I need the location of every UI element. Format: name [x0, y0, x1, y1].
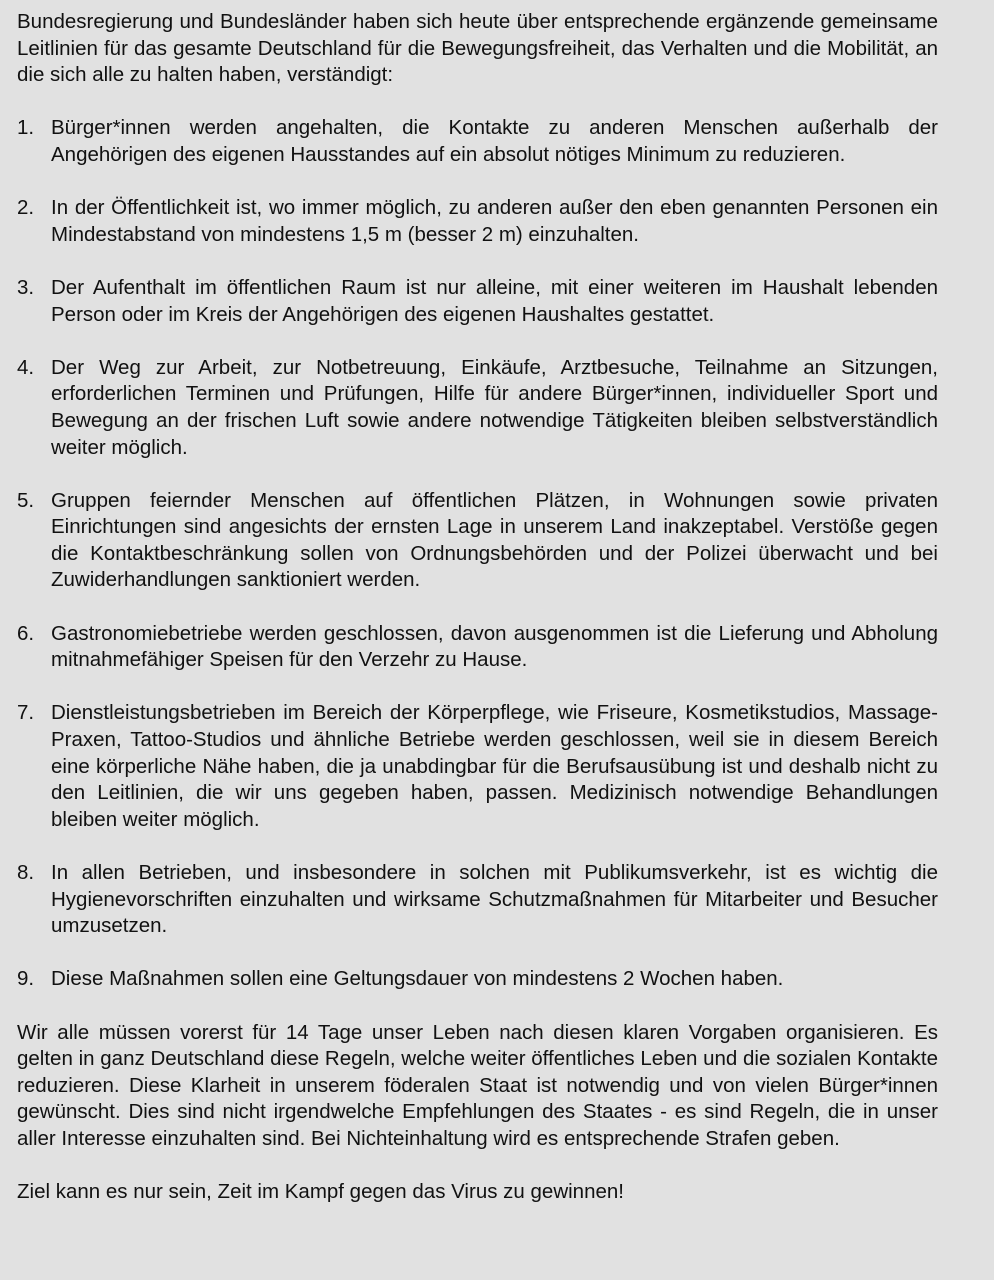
list-item-number: 3.: [17, 275, 35, 299]
intro-paragraph: Bundesregierung und Bundesländer haben sich heute über entsprechende ergänzende gemeinsame Leitlinien für das gesamte Deutschland für die Bewegungsfreiheit, das Verhalten und die Mobilität, an die sich alle zu halten haben, verständigt:: [17, 10, 938, 87]
list-item: [17, 860, 938, 940]
list-item-number: 7.: [17, 701, 35, 725]
list-item-number: 1.: [17, 116, 35, 140]
closing-sentence: Ziel kann es nur sein, Zeit im Kampf gegen das Virus zu gewinnen!: [17, 1180, 624, 1204]
list-item-number: 8.: [17, 861, 35, 884]
list-item: [17, 195, 938, 248]
list-item-number: 5.: [17, 488, 35, 512]
list-item-number: 2.: [17, 196, 35, 220]
list-item: [17, 966, 938, 993]
list-item: [17, 700, 938, 833]
list-item-text: Der Aufenthalt im öffentlichen Raum ist nur alleine, mit einer weiteren im Haushalt lebenden Person oder im Kreis der Angehörigen des eigenen Haushaltes gestattet.: [51, 275, 938, 326]
list-item-text: In der Öffentlichkeit ist, wo immer möglich, zu anderen außer den eben genannten Personen ein Mindestabstand von mindestens 1,5 m (besser 2 m) einzuhalten.: [51, 196, 938, 246]
list-item: [17, 488, 938, 594]
list-item-number: 4.: [17, 355, 35, 379]
list-item-text: Gruppen feiernder Menschen auf öffentlichen Plätzen, in Wohnungen sowie privaten Einrichtungen sind angesichts der ernsten Lage in unserem Land inakzeptabel. Verstöße gegen die Kontaktbeschränkung sollen von Ordnungsbehörden und der Polizei überwacht und bei Zuwiderhandlungen sanktioniert werden.: [51, 488, 938, 592]
list-item-text: In allen Betrieben, und insbesondere in solchen mit Publikumsverkehr, ist es wichtig die Hygienevorschriften einzuhalten und wirksame Schutzmaßnahmen für Mitarbeiter und Besucher umzusetzen.: [51, 861, 938, 938]
list-item-text: Der Weg zur Arbeit, zur Notbetreuung, Einkäufe, Arztbesuche, Teilnahme an Sitzungen, erforderlichen Terminen und Prüfungen, Hilfe für andere Bürger*innen, individueller Sport und Bewegung an der frischen Luft sowie andere notwendige Tätigkeiten bleiben selbstverständlich weiter möglich.: [51, 355, 938, 459]
list-item-text: Dienstleistungsbetrieben im Bereich der Körperpflege, wie Friseure, Kosmetikstudios, Massage-Praxen, Tattoo-Studios und ähnliche Betriebe werden geschlossen, weil sie in diesem Bereich eine körperliche Nähe haben, die ja unabdingbar für die Berufsausübung ist und deshalb nicht zu den Leitlinien, die wir uns gegeben haben, passen. Medizinisch notwendige Behandlungen bleiben weiter möglich.: [51, 701, 938, 831]
list-item-text: Diese Maßnahmen sollen eine Geltungsdauer von mindestens 2 Wochen haben.: [51, 967, 784, 991]
list-item-number: 6.: [17, 621, 35, 645]
list-item: [17, 275, 938, 328]
list-item: [17, 115, 938, 168]
list-item: [17, 355, 938, 461]
list-item-text: Bürger*innen werden angehalten, die Kontakte zu anderen Menschen außerhalb der Angehörigen des eigenen Hausstandes auf ein absolut nötiges Minimum zu reduzieren.: [51, 116, 938, 166]
list-item-text: Gastronomiebetriebe werden geschlossen, davon ausgenommen ist die Lieferung und Abholung mitnahmefähiger Speisen für den Verzehr zu Hause.: [51, 621, 938, 672]
guidelines-list: [17, 115, 938, 993]
list-item: [17, 621, 938, 674]
list-item-number: 9.: [17, 967, 35, 991]
outro-paragraph: Wir alle müssen vorerst für 14 Tage unser Leben nach diesen klaren Vorgaben organisieren. Es gelten in ganz Deutschland diese Regeln, welche weiter öffentliches Leben und die sozialen Kontakte reduzieren. Diese Klarheit in unserem föderalen Staat ist notwendig und von vielen Bürger*innen gewünscht. Dies sind nicht irgendwelche Empfehlungen des Staates - es sind Regeln, die in unser aller Interesse einzuhalten sind. Bei Nichteinhaltung wird es entsprechende Strafen geben.: [17, 1020, 938, 1150]
